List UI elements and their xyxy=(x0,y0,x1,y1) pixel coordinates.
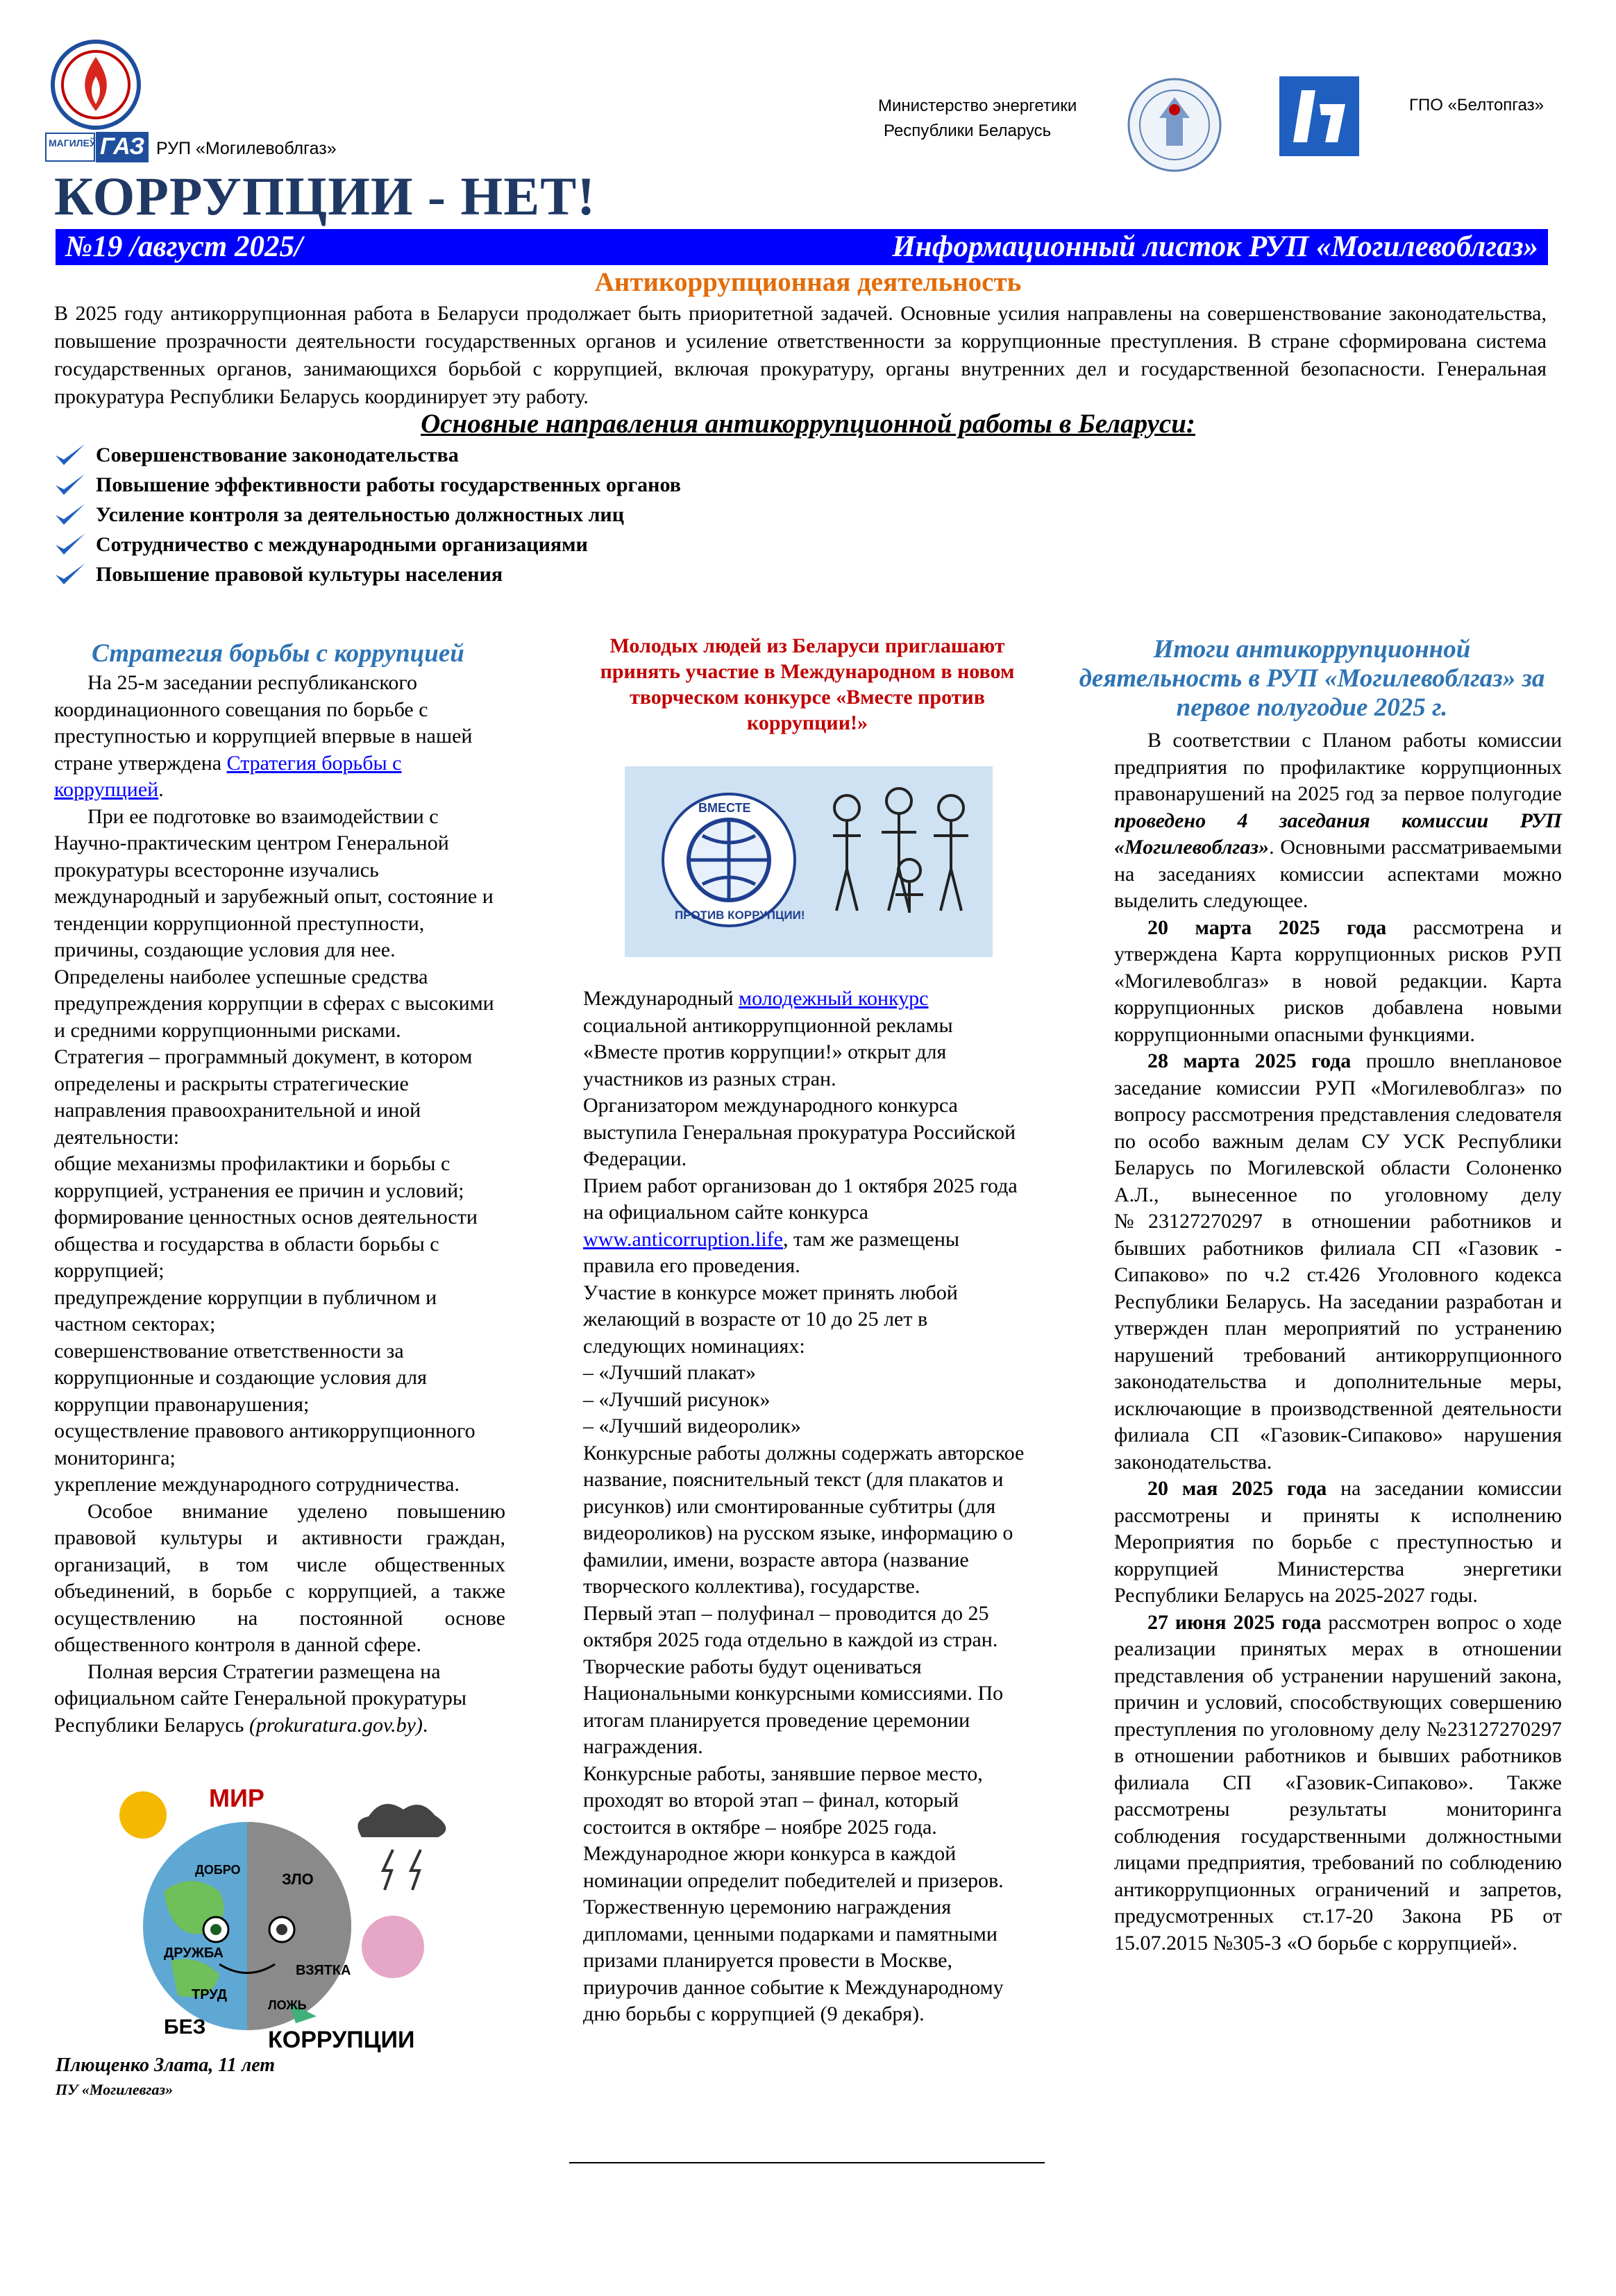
contest-logo-bottom-text: ПРОТИВ КОРРУПЦИИ! xyxy=(675,909,805,922)
ministry-emblem xyxy=(1126,76,1223,174)
checkmark-icon xyxy=(54,473,86,498)
results-p2-text: рассмотрена и утверждена Карта коррупционных рисков РУП «Могилевоблгаз» в новой редакции. Карта коррупционных рисков добавлена новыми коррупционными опасными функциями. xyxy=(1114,915,1562,1046)
nomination-item: – «Лучший рисунок» xyxy=(583,1387,771,1411)
strategy-list-item: предупреждение коррупции в публичном и частном секторах; xyxy=(54,1285,437,1335)
contest-paragraph-8: Торжественную церемонию награждения дипломами, ценными подарками и памятными призами планируется провести в Москве, приурочив данное событие к Международному дню борьбы с коррупцией (9 декабря). xyxy=(583,1896,1004,2025)
list-item xyxy=(54,500,681,530)
logo-text-top: МАГИЛЕЎ АБЛ xyxy=(49,137,119,149)
strategy-p5-end: . xyxy=(422,1713,428,1737)
prokuratura-site: (prokuratura.gov.by) xyxy=(249,1713,423,1737)
strategy-list-item: совершенствование ответственности за коррупционные и создающие условия для коррупции правонарушения; xyxy=(54,1339,427,1416)
strategy-p1-end: . xyxy=(158,778,164,801)
results-paragraph-1 xyxy=(1114,727,1562,915)
nomination-item: – «Лучший видеоролик» xyxy=(583,1415,801,1437)
contest-paragraph-6: Первый этап – полуфинал – проводится до 25 октября 2025 года отдельно в каждой из стран. Творческие работы будут оцениваться Национальными конкурсными комиссиями. По итогам планируется проведение церемонии награждения. xyxy=(583,1601,1004,1758)
results-date: 27 июня 2025 года xyxy=(1147,1610,1322,1634)
issue-number: №19 /август 2025/ xyxy=(65,230,303,263)
strategy-p1-text: На 25-м заседании республиканского координационного совещания по борьбе с преступностью и коррупцией впервые в нашей стране утверждена xyxy=(54,671,473,775)
list-item xyxy=(54,559,681,589)
results-paragraph-5 xyxy=(1114,1610,1562,1957)
results-paragraph-3 xyxy=(1114,1048,1562,1476)
strategy-paragraph-3: Стратегия – программный документ, в котором определены и раскрыты стратегические направления правоохранительной и иной деятельности: xyxy=(54,1045,473,1149)
direction-label: Повышение эффективности работы государственных органов xyxy=(96,473,681,496)
strategy-paragraph-4: Особое внимание уделено повышению правовой культуры и активности граждан, организаций, в том числе общественных объединений, в борьбе с коррупцией, а также осуществлению на постоянной основе общественного контроля в данной сфере. xyxy=(54,1499,505,1656)
contest-headline: Молодых людей из Беларуси приглашают принять участие в Международном в новом творческом конкурсе «Вместе против коррупции!» xyxy=(600,634,1015,734)
ministry-line2: Республики Беларусь xyxy=(884,121,1052,140)
strategy-paragraph-1 xyxy=(54,670,505,804)
contest-paragraph-4: Участие в конкурсе может принять любой желающий в возрасте от 10 до 25 лет в следующих номинациях: xyxy=(583,1281,958,1358)
strategy-title: Стратегия борьбы с коррупцией xyxy=(92,639,464,668)
strategy-list-item: общие механизмы профилактики и борьбы с коррупцией, устранения ее причин и условий; xyxy=(54,1152,464,1202)
ministry-line1: Министерство энергетики xyxy=(878,96,1077,115)
drawing-word-mir: МИР xyxy=(209,1787,264,1812)
drawing-author-org: ПУ «Могилевгаз» xyxy=(56,2081,174,2098)
directions-list xyxy=(54,440,681,589)
list-item xyxy=(54,530,681,559)
info-bar xyxy=(56,229,1548,265)
checkmark-icon xyxy=(54,532,86,557)
contest-p1-a: Международный xyxy=(583,987,739,1010)
ministry-name xyxy=(878,94,1077,144)
contest-paragraph-1 xyxy=(583,986,1027,1092)
drawing-word-korruptsii: КОРРУПЦИИ xyxy=(268,2027,415,2052)
results-p1-emphasis: проведено 4 заседания комиссии РУП «Могилевоблгаз» xyxy=(1114,809,1562,859)
drawing-word-dobro: ДОБРО xyxy=(195,1863,241,1877)
contest-logo-top-text: ВМЕСТЕ xyxy=(698,801,751,815)
company-name: РУП «Могилевоблгаз» xyxy=(156,139,337,158)
strategy-list-item: укрепление международного сотрудничества. xyxy=(54,1473,460,1496)
results-paragraph-4 xyxy=(1114,1476,1562,1610)
checkmark-icon xyxy=(54,562,86,587)
youth-contest-link[interactable]: молодежный конкурс xyxy=(739,987,929,1010)
drawing-word-vzyatka: ВЗЯТКА xyxy=(296,1963,351,1978)
footer-divider xyxy=(569,2162,1045,2163)
results-date: 20 марта 2025 года xyxy=(1147,915,1387,939)
results-date: 28 марта 2025 года xyxy=(1147,1049,1352,1072)
results-p5-text: рассмотрен вопрос о ходе реализации принятых мерах в отношении представления об устранении нарушений закона, причин и условий, способствующих совершению преступления по уголовному делу №23127270297 в отношении работников и бывших работников филиала СП «Газовик-Сипаково». Также рассмотрены результаты мониторинга соблюдения государственными должностными лицами предприятия, требований по соблюдению антикоррупционных ограничений и запретов, предусмотренных ст.17-20 Закона РБ от 15.07.2015 №305-З «О борьбе с коррупцией». xyxy=(1114,1610,1563,1955)
anticorruption-site-link[interactable]: www.anticorruption.life xyxy=(583,1227,783,1251)
direction-label: Совершенствование законодательства xyxy=(96,443,459,466)
contest-paragraph-2: Организатором международного конкурса выступила Генеральная прокуратура Российской Федерации. xyxy=(583,1094,1016,1170)
drawing-word-trud: ТРУД xyxy=(192,1987,227,2002)
strategy-p5-text: Полная версия Стратегии размещена на официальном сайте Генеральной прокуратуры Республики Беларусь xyxy=(54,1660,466,1737)
list-item xyxy=(54,440,681,470)
section-title: Антикоррупционная деятельность xyxy=(594,267,1022,297)
contest-p3-a: Прием работ организован до 1 октября 2025 года на официальном сайте конкурса xyxy=(583,1174,1018,1224)
logo-text-gaz: ГАЗ xyxy=(100,133,145,160)
strategy-list-item: осуществление правового антикоррупционного мониторинга; xyxy=(54,1419,475,1469)
direction-label: Сотрудничество с международными организациями xyxy=(96,532,588,556)
drawing-word-bez: БЕЗ xyxy=(164,2016,206,2038)
beltopgaz-name: ГПО «Белтопгаз» xyxy=(1409,96,1544,115)
strategy-link[interactable]: Стратегия борьбы с коррупцией xyxy=(54,751,402,801)
results-p4-text: на заседании комиссии рассмотрены и приняты к исполнению Мероприятия по борьбе с преступностью и коррупцией Министерства энергетики Республики Беларусь на 2025-2027 годы. xyxy=(1114,1477,1562,1607)
results-title: Итоги антикоррупционной деятельность в РУП «Могилевоблгаз» за первое полугодие 2025 г. xyxy=(1079,635,1545,722)
contest-paragraph-3 xyxy=(583,1173,1027,1280)
results-date: 20 мая 2025 года xyxy=(1147,1477,1327,1500)
direction-label: Повышение правовой культуры населения xyxy=(96,562,503,586)
strategy-column xyxy=(54,670,505,1739)
child-drawing xyxy=(60,1787,469,2052)
strategy-paragraph-2: При ее подготовке во взаимодействии с Научно-практическим центром Генеральной прокуратуры всесторонне изучались международный и зарубежный опыт, состояние и тенденции коррупционной преступности, причины, создающие условия для нее. Определены наиболее успешные средства предупреждения коррупции в сферах с высокими и средними коррупционными рисками. xyxy=(54,804,494,1042)
contest-image xyxy=(625,766,993,957)
direction-label: Усиление контроля за деятельностью должностных лиц xyxy=(96,503,625,526)
drawing-word-lozh: ЛОЖЬ xyxy=(268,1998,307,2012)
info-sheet-name: Информационный листок РУП «Могилевоблгаз» xyxy=(892,230,1538,263)
checkmark-icon xyxy=(54,503,86,527)
nomination-item: – «Лучший плакат» xyxy=(583,1361,757,1384)
contest-p1-b: социальной антикоррупционной рекламы «Вместе против коррупции!» открыт для участников из разных стран. xyxy=(583,1013,953,1090)
strategy-paragraph-5 xyxy=(54,1659,505,1739)
strategy-list-item: формирование ценностных основ деятельности общества и государства в области борьбы с коррупцией; xyxy=(54,1206,478,1282)
contest-p3-b: , там же размещены правила его проведения. xyxy=(583,1227,960,1277)
drawing-author: Плющенко Злата, 11 лет xyxy=(56,2054,276,2076)
mogilevoblgaz-logo xyxy=(40,36,151,165)
results-p3-text: прошло внеплановое заседание комиссии РУП «Могилевоблгаз» по вопросу рассмотрения представления следователя по особо важным делам СУ УСК Республики Беларусь по Могилевской области Солоненко А.Л., вынесенное по уголовному делу №23127270297 в отношении работников и бывших работников филиала СП «Газовик - Сипаково» по ч.2 ст.426 Уголовного кодекса Республики Беларусь. На заседании разработан и утвержден план мероприятий по устранению нарушений требований антикоррупционного законодательства и дополнительные меры, исключающие в производственной деятельности филиала СП «Газовик-Сипаково» нарушения законодательства. xyxy=(1114,1049,1563,1474)
checkmark-icon xyxy=(54,443,86,468)
results-p1-b: . Основными рассматриваемыми на заседаниях комиссии аспектами можно выделить следующее. xyxy=(1114,836,1562,912)
directions-heading: Основные направления антикоррупционной работы в Беларуси: xyxy=(421,409,1195,439)
page-title: КОРРУПЦИИ - НЕТ! xyxy=(54,166,596,226)
results-column xyxy=(1114,727,1562,1957)
intro-paragraph: В 2025 году антикоррупционная работа в Беларуси продолжает быть приоритетной задачей. Основные усилия направлены на совершенствование законодательства, повышение прозрачности деятельности государственных органов и усиление ответственности за коррупционные преступления. В стране сформирована система государственных органов, занимающихся борьбой с коррупцией, включая прокуратуру, органы внутренних дел и государственной безопасности. Генеральная прокуратура Республики Беларусь координирует эту работу. xyxy=(54,302,1547,408)
results-paragraph-2 xyxy=(1114,915,1562,1049)
contest-paragraph-5: Конкурсные работы должны содержать авторское название, пояснительный текст (для плакатов и рисунков) или смонтированные субтитры (для видеороликов) на русском языке, информацию о фамилии, имени, возрасте автора (название творческого коллектива), государстве. xyxy=(583,1441,1025,1598)
drawing-word-druzhba: ДРУЖБА xyxy=(164,1945,224,1961)
drawing-word-zlo: ЗЛО xyxy=(282,1871,314,1888)
results-p1-a: В соответствии с Планом работы комиссии предприятия по профилактике коррупционных правонарушений на 2025 год за первое полугодие xyxy=(1114,729,1562,805)
contest-paragraph-7: Конкурсные работы, занявшие первое место, проходят во второй этап – финал, который состоится в октябре – ноябре 2025 года. Международное жюри конкурса в каждой номинации определит победителей и призеров. xyxy=(583,1762,1004,1892)
list-item xyxy=(54,470,681,500)
contest-column xyxy=(583,986,1027,2028)
beltopgaz-logo xyxy=(1279,76,1359,156)
